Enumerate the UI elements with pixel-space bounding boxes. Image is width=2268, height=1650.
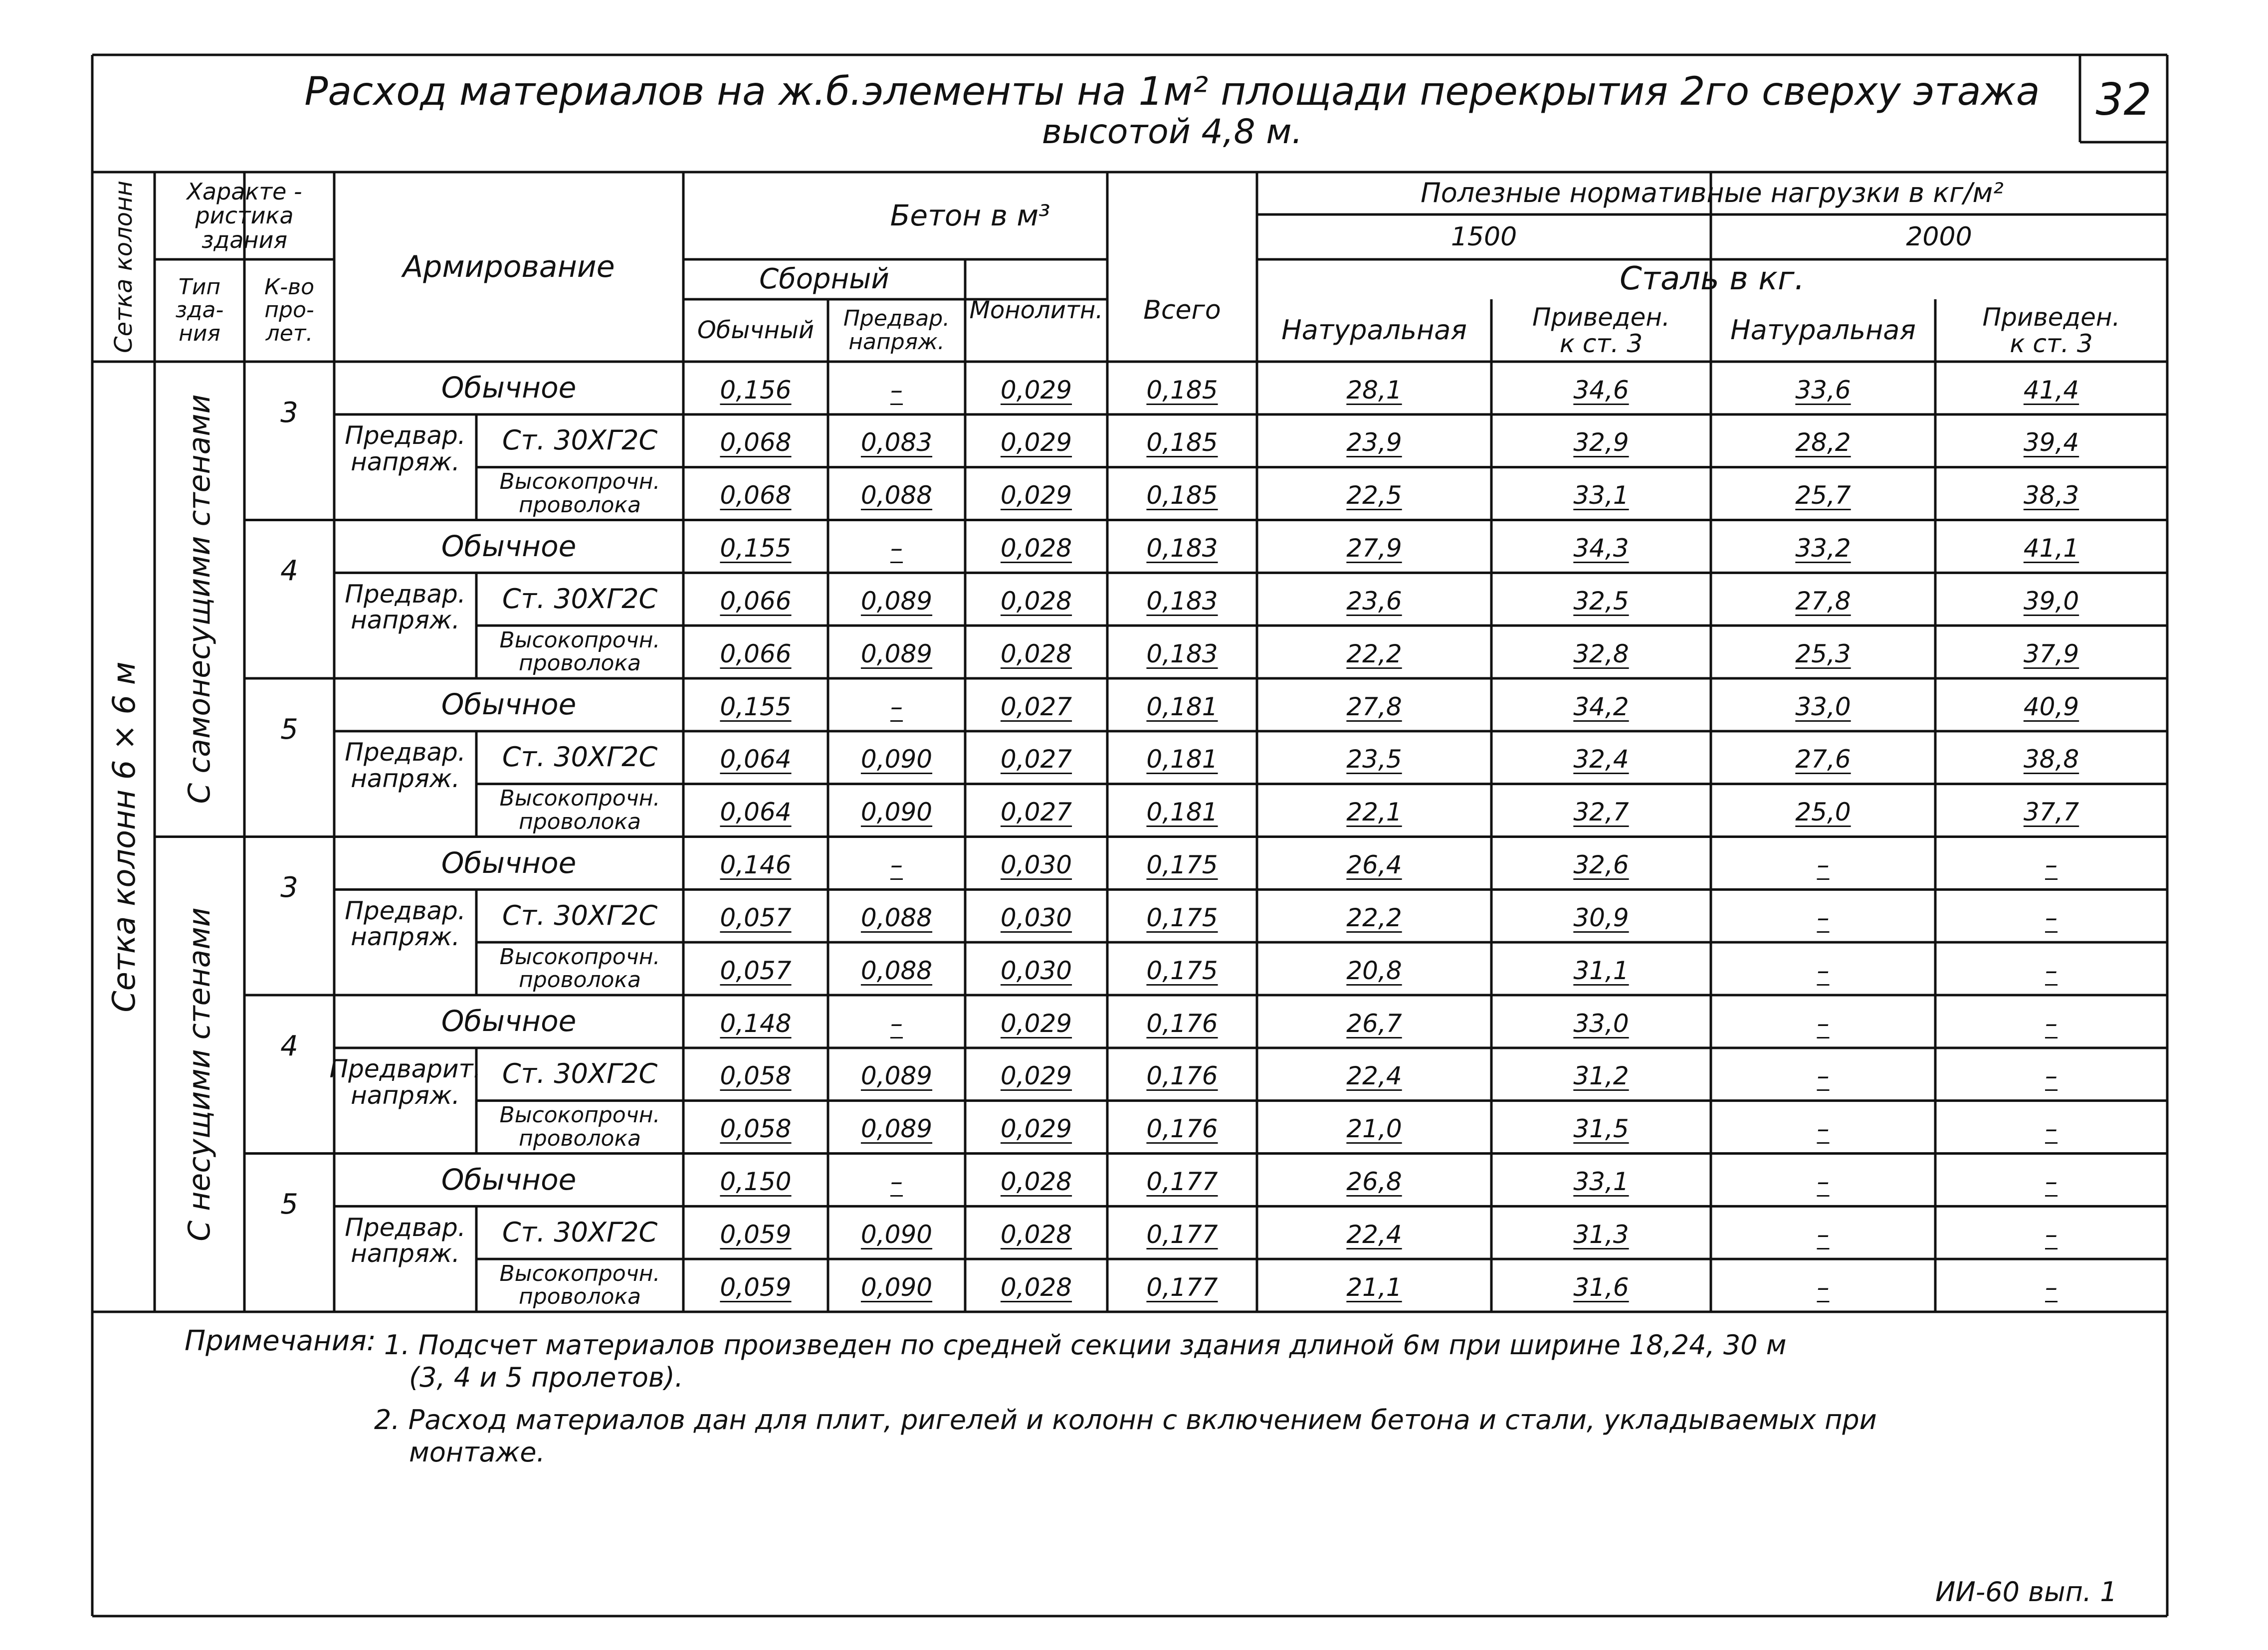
arm-wire-4: Высокопрочн. проволока bbox=[499, 1102, 660, 1151]
value-cell: 23,9 bbox=[1346, 428, 1402, 457]
value-cell: 0,030 bbox=[1000, 850, 1072, 880]
hdr-natural-1500: Натуральная bbox=[1281, 314, 1467, 346]
notes-label: Примечания: bbox=[185, 1325, 376, 1357]
value-cell: – bbox=[890, 1009, 903, 1038]
hdr-monolithic: Монолитн. bbox=[969, 296, 1103, 325]
value-cell: 0,088 bbox=[860, 481, 933, 510]
value-cell: 0,064 bbox=[720, 798, 792, 827]
value-cell: 0,028 bbox=[1000, 1220, 1072, 1249]
hdr-total: Всего bbox=[1143, 295, 1221, 326]
value-cell: 31,6 bbox=[1573, 1272, 1629, 1302]
value-cell: 28,1 bbox=[1346, 375, 1402, 405]
value-cell: 0,028 bbox=[1000, 639, 1072, 668]
value-cell: 0,068 bbox=[720, 481, 792, 510]
value-cell: – bbox=[1817, 1114, 1830, 1144]
value-cell: 0,150 bbox=[720, 1167, 792, 1197]
value-cell: 0,068 bbox=[720, 428, 792, 457]
value-cell: – bbox=[2045, 956, 2058, 985]
hdr-load-2000: 2000 bbox=[1906, 221, 1972, 252]
value-cell: – bbox=[1817, 1272, 1830, 1302]
type-bearing: С несущими стенами bbox=[182, 907, 217, 1241]
note-1: 1. Подсчет материалов произведен по средней секции здания длиной 6м при ширине 18,24, 30 м bbox=[384, 1329, 1787, 1361]
value-cell: 0,027 bbox=[1000, 692, 1072, 721]
value-cell: 0,030 bbox=[1000, 903, 1072, 932]
value-cell: 0,148 bbox=[720, 1009, 792, 1038]
value-cell: 38,8 bbox=[2023, 745, 2079, 774]
value-cell: 0,028 bbox=[1000, 586, 1072, 616]
value-cell: 0,089 bbox=[860, 639, 933, 668]
hdr-prestressed: Предвар. напряж. bbox=[843, 306, 950, 355]
hdr-reinforcement: Армирование bbox=[403, 249, 615, 284]
value-cell: 32,7 bbox=[1573, 798, 1629, 827]
arm-ordinary-1: Обычное bbox=[441, 529, 577, 563]
span-count-4: 4 bbox=[280, 1030, 298, 1062]
value-cell: 0,030 bbox=[1000, 956, 1072, 985]
value-cell: 0,057 bbox=[720, 903, 792, 932]
note-1b: (3, 4 и 5 пролетов). bbox=[409, 1362, 683, 1393]
hdr-natural-2000: Натуральная bbox=[1730, 314, 1916, 346]
value-cell: – bbox=[2045, 1167, 2058, 1197]
arm-steel-grade-5: Ст. 30ХГ2С bbox=[502, 1216, 658, 1248]
value-cell: 22,2 bbox=[1346, 639, 1402, 668]
value-cell: 22,1 bbox=[1346, 798, 1402, 827]
value-cell: 30,9 bbox=[1573, 903, 1629, 932]
value-cell: 0,156 bbox=[720, 375, 792, 405]
arm-prestressed-5: Предвар. напряж. bbox=[345, 1213, 466, 1268]
value-cell: – bbox=[1817, 850, 1830, 880]
value-cell: 39,0 bbox=[2023, 586, 2079, 616]
value-cell: 0,064 bbox=[720, 745, 792, 774]
arm-steel-grade-3: Ст. 30ХГ2С bbox=[502, 899, 658, 931]
value-cell: 0,029 bbox=[1000, 428, 1072, 457]
value-cell: – bbox=[2045, 903, 2058, 932]
value-cell: 0,028 bbox=[1000, 534, 1072, 563]
value-cell: 0,059 bbox=[720, 1272, 792, 1302]
footer-code: ИИ-60 вып. 1 bbox=[1935, 1576, 2117, 1608]
value-cell: 0,028 bbox=[1000, 1272, 1072, 1302]
value-cell: – bbox=[890, 850, 903, 880]
type-self-bearing: С самонесущими стенами bbox=[182, 394, 217, 804]
value-cell: 0,155 bbox=[720, 692, 792, 721]
arm-wire-3: Высокопрочн. проволока bbox=[499, 944, 660, 993]
value-cell: – bbox=[1817, 1167, 1830, 1197]
value-cell: – bbox=[2045, 850, 2058, 880]
value-cell: 27,8 bbox=[1346, 692, 1402, 721]
value-cell: 33,2 bbox=[1795, 534, 1851, 563]
value-cell: 0,027 bbox=[1000, 745, 1072, 774]
hdr-steel: Сталь в кг. bbox=[1620, 260, 1805, 298]
arm-prestressed-2: Предвар. напряж. bbox=[345, 738, 466, 793]
value-cell: 23,5 bbox=[1346, 745, 1402, 774]
arm-steel-grade-1: Ст. 30ХГ2С bbox=[502, 583, 658, 615]
value-cell: 0,177 bbox=[1146, 1167, 1218, 1197]
value-cell: 32,8 bbox=[1573, 639, 1629, 668]
value-cell: 0,090 bbox=[860, 1220, 933, 1249]
value-cell: – bbox=[1817, 956, 1830, 985]
value-cell: 0,088 bbox=[860, 903, 933, 932]
value-cell: 26,7 bbox=[1346, 1009, 1402, 1038]
hdr-loads: Полезные нормативные нагрузки в кг/м² bbox=[1421, 177, 2004, 209]
arm-steel-grade-0: Ст. 30ХГ2С bbox=[502, 424, 658, 456]
hdr-precast: Сборный bbox=[759, 262, 889, 295]
value-cell: 0,183 bbox=[1146, 586, 1218, 616]
arm-wire-0: Высокопрочн. проволока bbox=[499, 469, 660, 518]
value-cell: 31,5 bbox=[1573, 1114, 1629, 1144]
value-cell: – bbox=[1817, 1220, 1830, 1249]
value-cell: 0,058 bbox=[720, 1114, 792, 1144]
value-cell: 0,176 bbox=[1146, 1114, 1218, 1144]
arm-steel-grade-4: Ст. 30ХГ2С bbox=[502, 1058, 658, 1090]
value-cell: 32,4 bbox=[1573, 745, 1629, 774]
value-cell: – bbox=[2045, 1114, 2058, 1144]
value-cell: – bbox=[2045, 1009, 2058, 1038]
hdr-load-1500: 1500 bbox=[1450, 221, 1517, 252]
value-cell: 0,029 bbox=[1000, 1061, 1072, 1091]
value-cell: 0,029 bbox=[1000, 1009, 1072, 1038]
value-cell: 20,8 bbox=[1346, 956, 1402, 985]
value-cell: 0,088 bbox=[860, 956, 933, 985]
hdr-ordinary: Обычный bbox=[697, 316, 815, 345]
value-cell: 37,7 bbox=[2023, 798, 2079, 827]
value-cell: 0,090 bbox=[860, 745, 933, 774]
value-cell: 0,027 bbox=[1000, 798, 1072, 827]
span-count-1: 4 bbox=[280, 555, 298, 588]
value-cell: 0,185 bbox=[1146, 428, 1218, 457]
value-cell: – bbox=[2045, 1220, 2058, 1249]
arm-ordinary-0: Обычное bbox=[441, 371, 577, 405]
value-cell: 0,155 bbox=[720, 534, 792, 563]
arm-prestressed-0: Предвар. напряж. bbox=[345, 421, 466, 476]
value-cell: 25,3 bbox=[1795, 639, 1851, 668]
hdr-reduced-1500: Приведен. к ст. 3 bbox=[1532, 303, 1670, 358]
arm-wire-5: Высокопрочн. проволока bbox=[499, 1260, 660, 1310]
value-cell: 0,181 bbox=[1146, 692, 1218, 721]
value-cell: – bbox=[2045, 1061, 2058, 1091]
value-cell: – bbox=[890, 534, 903, 563]
value-cell: 0,028 bbox=[1000, 1167, 1072, 1197]
value-cell: 0,185 bbox=[1146, 375, 1218, 405]
value-cell: 0,029 bbox=[1000, 1114, 1072, 1144]
span-count-0: 3 bbox=[280, 396, 298, 429]
value-cell: 27,6 bbox=[1795, 745, 1851, 774]
value-cell: 0,175 bbox=[1146, 956, 1218, 985]
hdr-span-count: К-во про- лет. bbox=[264, 274, 314, 346]
arm-steel-grade-2: Ст. 30ХГ2С bbox=[502, 741, 658, 773]
hdr-grid: Сетка колонн bbox=[109, 181, 138, 353]
value-cell: 32,5 bbox=[1573, 586, 1629, 616]
value-cell: 0,029 bbox=[1000, 481, 1072, 510]
value-cell: 39,4 bbox=[2023, 428, 2079, 457]
value-cell: 0,175 bbox=[1146, 903, 1218, 932]
value-cell: 0,089 bbox=[860, 1114, 933, 1144]
arm-wire-2: Высокопрочн. проволока bbox=[499, 786, 660, 834]
arm-prestressed-3: Предвар. напряж. bbox=[345, 896, 466, 952]
value-cell: 23,6 bbox=[1346, 586, 1402, 616]
value-cell: 26,4 bbox=[1346, 850, 1402, 880]
value-cell: 0,083 bbox=[860, 428, 933, 457]
value-cell: 34,2 bbox=[1573, 692, 1629, 721]
value-cell: 0,090 bbox=[860, 798, 933, 827]
value-cell: 0,058 bbox=[720, 1061, 792, 1091]
value-cell: 21,0 bbox=[1346, 1114, 1402, 1144]
value-cell: 31,2 bbox=[1573, 1061, 1629, 1091]
value-cell: – bbox=[1817, 903, 1830, 932]
value-cell: 0,183 bbox=[1146, 534, 1218, 563]
value-cell: 22,4 bbox=[1346, 1061, 1402, 1091]
value-cell: 26,8 bbox=[1346, 1167, 1402, 1197]
value-cell: 32,9 bbox=[1573, 428, 1629, 457]
page-number: 32 bbox=[2095, 73, 2152, 125]
value-cell: 27,9 bbox=[1346, 534, 1402, 563]
value-cell: 32,6 bbox=[1573, 850, 1629, 880]
value-cell: 0,183 bbox=[1146, 639, 1218, 668]
value-cell: 40,9 bbox=[2023, 692, 2079, 721]
value-cell: 0,089 bbox=[860, 586, 933, 616]
value-cell: 33,0 bbox=[1795, 692, 1851, 721]
value-cell: 34,6 bbox=[1573, 375, 1629, 405]
arm-ordinary-3: Обычное bbox=[441, 845, 577, 880]
value-cell: 33,1 bbox=[1573, 1167, 1629, 1197]
value-cell: 31,3 bbox=[1573, 1220, 1629, 1249]
arm-ordinary-2: Обычное bbox=[441, 687, 577, 722]
arm-prestressed-4: Предварит. напряж. bbox=[329, 1054, 481, 1110]
note-2: 2. Расход материалов дан для плит, ригелей и колонн с включением бетона и стали, укладываемых при bbox=[374, 1404, 1877, 1436]
value-cell: 22,5 bbox=[1346, 481, 1402, 510]
value-cell: 33,6 bbox=[1795, 375, 1851, 405]
value-cell: 0,177 bbox=[1146, 1220, 1218, 1249]
span-count-2: 5 bbox=[280, 713, 298, 746]
value-cell: 28,2 bbox=[1795, 428, 1851, 457]
value-cell: 0,059 bbox=[720, 1220, 792, 1249]
arm-wire-1: Высокопрочн. проволока bbox=[499, 627, 660, 676]
value-cell: – bbox=[890, 375, 903, 405]
value-cell: 22,2 bbox=[1346, 903, 1402, 932]
value-cell: 41,4 bbox=[2023, 375, 2079, 405]
value-cell: 0,181 bbox=[1146, 798, 1218, 827]
value-cell: 22,4 bbox=[1346, 1220, 1402, 1249]
value-cell: 34,3 bbox=[1573, 534, 1629, 563]
note-2b: монтаже. bbox=[409, 1437, 545, 1468]
title-line-2: высотой 4,8 м. bbox=[1041, 112, 1303, 152]
value-cell: 0,176 bbox=[1146, 1061, 1218, 1091]
arm-ordinary-5: Обычное bbox=[441, 1162, 577, 1197]
value-cell: 25,0 bbox=[1795, 798, 1851, 827]
value-cell: 0,089 bbox=[860, 1061, 933, 1091]
grid-value: Сетка колонн 6 × 6 м bbox=[105, 661, 142, 1013]
value-cell: 38,3 bbox=[2023, 481, 2079, 510]
hdr-concrete: Бетон в м³ bbox=[890, 199, 1050, 233]
value-cell: 31,1 bbox=[1573, 956, 1629, 985]
value-cell: 0,146 bbox=[720, 850, 792, 880]
hdr-building-type: Тип зда- ния bbox=[175, 274, 224, 346]
value-cell: 0,029 bbox=[1000, 375, 1072, 405]
value-cell: 0,057 bbox=[720, 956, 792, 985]
value-cell: 0,185 bbox=[1146, 481, 1218, 510]
title-line-1: Расход материалов на ж.б.элементы на 1м² площади перекрытия 2го сверху этажа bbox=[304, 69, 2040, 115]
value-cell: – bbox=[1817, 1009, 1830, 1038]
value-cell: – bbox=[890, 692, 903, 721]
value-cell: 0,181 bbox=[1146, 745, 1218, 774]
value-cell: 0,066 bbox=[720, 586, 792, 616]
value-cell: 21,1 bbox=[1346, 1272, 1402, 1302]
value-cell: – bbox=[2045, 1272, 2058, 1302]
value-cell: 27,8 bbox=[1795, 586, 1851, 616]
hdr-building-char: Характе - ристика здания bbox=[187, 178, 302, 253]
value-cell: 0,177 bbox=[1146, 1272, 1218, 1302]
arm-ordinary-4: Обычное bbox=[441, 1004, 577, 1038]
value-cell: 0,090 bbox=[860, 1272, 933, 1302]
value-cell: 33,1 bbox=[1573, 481, 1629, 510]
value-cell: 37,9 bbox=[2023, 639, 2079, 668]
value-cell: 33,0 bbox=[1573, 1009, 1629, 1038]
span-count-5: 5 bbox=[280, 1188, 298, 1221]
value-cell: 0,066 bbox=[720, 639, 792, 668]
value-cell: 0,175 bbox=[1146, 850, 1218, 880]
hdr-reduced-2000: Приведен. к ст. 3 bbox=[1982, 303, 2120, 358]
arm-prestressed-1: Предвар. напряж. bbox=[345, 579, 466, 635]
value-cell: 41,1 bbox=[2023, 534, 2079, 563]
value-cell: 25,7 bbox=[1795, 481, 1851, 510]
value-cell: 0,176 bbox=[1146, 1009, 1218, 1038]
value-cell: – bbox=[890, 1167, 903, 1197]
value-cell: – bbox=[1817, 1061, 1830, 1091]
span-count-3: 3 bbox=[280, 871, 298, 904]
